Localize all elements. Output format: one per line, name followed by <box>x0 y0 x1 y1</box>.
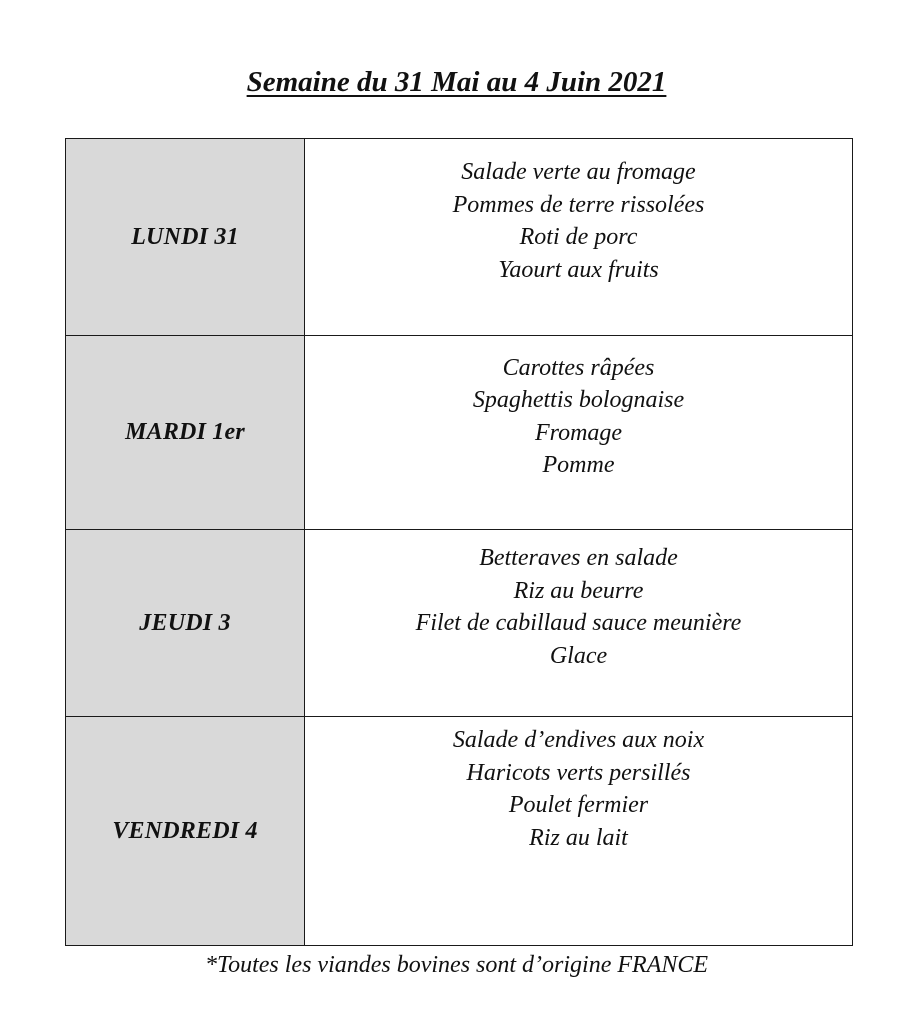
dish-item: Glace <box>549 642 608 669</box>
menu-row-jeudi <box>66 530 853 717</box>
menu-row-vendredi <box>66 717 853 946</box>
menu-row-mardi <box>66 336 853 530</box>
dish-list <box>305 156 852 286</box>
day-label: VENDREDI 4 <box>112 817 258 844</box>
dish-item: Riz au lait <box>529 824 628 851</box>
dish-list <box>305 724 852 854</box>
dishes-cell <box>305 336 853 530</box>
dishes-cell <box>305 530 853 717</box>
dish-item: Pommes de terre rissolées <box>452 191 705 218</box>
dishes-cell <box>305 139 853 336</box>
day-label-cell <box>66 139 305 336</box>
day-label: JEUDI 3 <box>139 609 231 636</box>
dishes-cell <box>305 717 853 946</box>
menu-row-lundi <box>66 139 853 336</box>
dish-item: Pomme <box>542 452 615 478</box>
dish-item: Filet de cabillaud sauce meunière <box>415 610 742 636</box>
dish-item: Haricots verts persillés <box>466 759 691 786</box>
dish-item: Roti de porc <box>519 224 638 250</box>
dish-item: Salade verte au fromage <box>461 159 696 185</box>
dish-list <box>305 352 852 482</box>
page-title: Semaine du 31 Mai au 4 Juin 2021 <box>246 66 667 98</box>
dish-item: Fromage <box>534 419 623 446</box>
footnote: *Toutes les viandes bovines sont d’origine FRANCE <box>204 952 709 978</box>
dish-item: Riz au beurre <box>513 577 644 604</box>
dish-item: Betteraves en salade <box>479 545 678 571</box>
dish-item: Yaourt aux fruits <box>498 256 659 283</box>
day-label: MARDI 1er <box>125 419 245 445</box>
dish-list <box>305 542 852 672</box>
dish-item: Spaghettis bolognaise <box>472 387 685 413</box>
day-label: LUNDI 31 <box>131 223 239 250</box>
menu-table <box>65 138 853 946</box>
day-label-cell <box>66 530 305 717</box>
dish-item: Poulet fermier <box>508 792 649 818</box>
day-label-cell <box>66 336 305 530</box>
day-label-cell <box>66 717 305 946</box>
dish-item: Salade d’endives aux noix <box>452 727 705 753</box>
dish-item: Carottes râpées <box>502 354 655 381</box>
